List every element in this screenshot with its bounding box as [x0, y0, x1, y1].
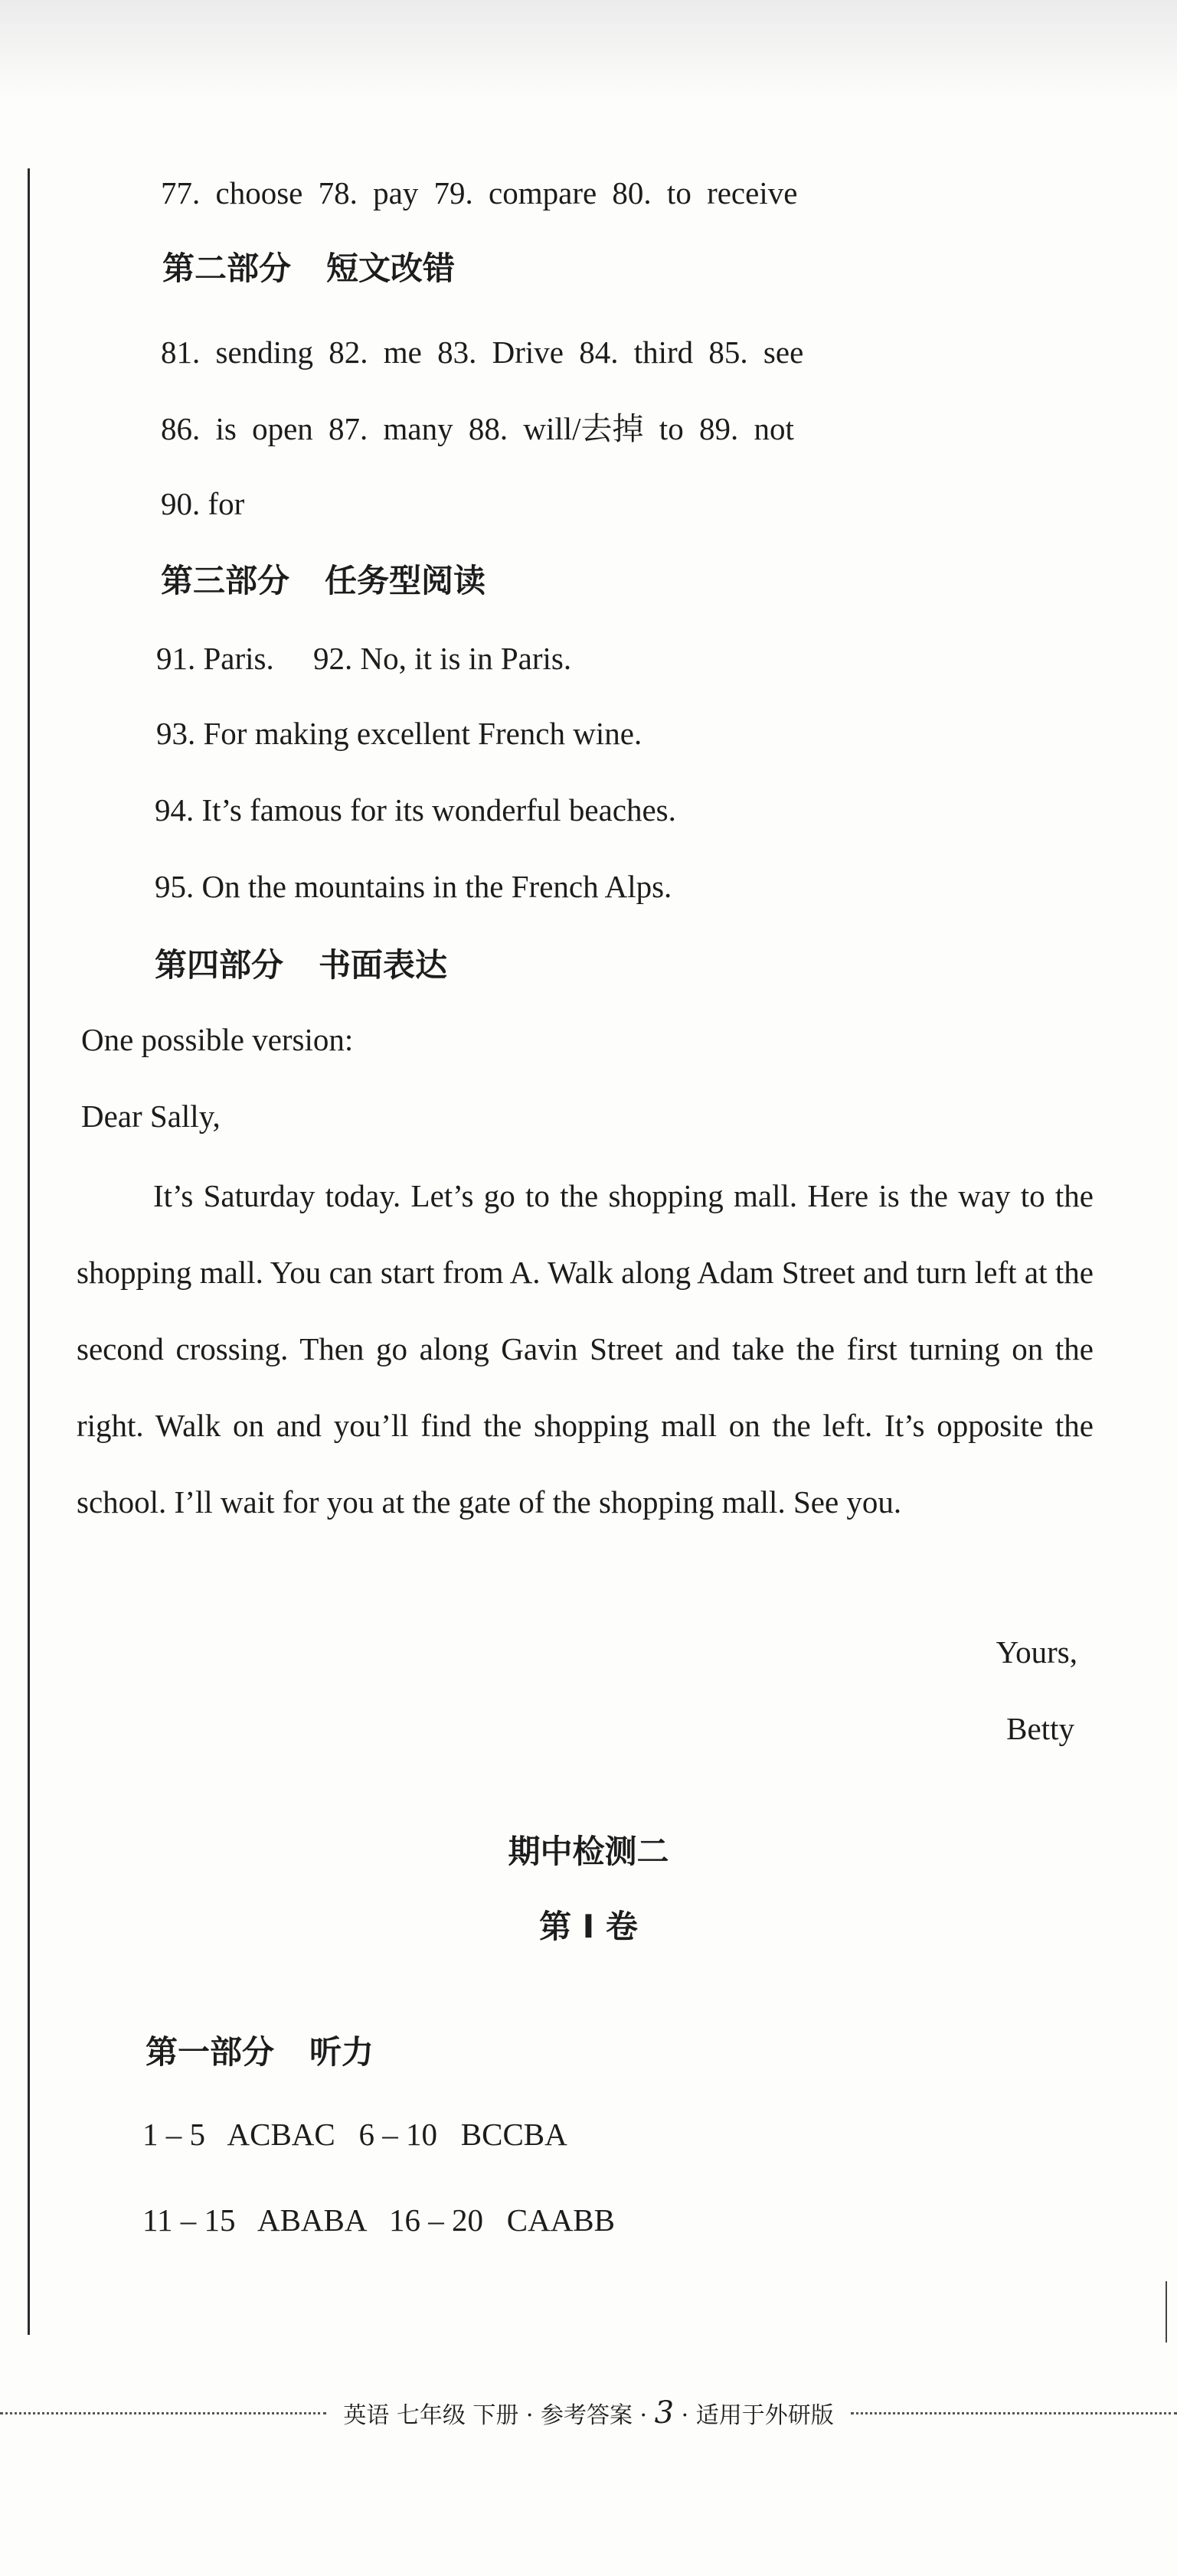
part3-heading-title: 任务型阅读 [325, 562, 486, 599]
part1-heading-title: 听力 [309, 2033, 374, 2071]
essay-signature: Betty [1006, 1711, 1074, 1746]
part4-heading-label: 第四部分 [155, 946, 284, 984]
answer-row-94: 94. It’s famous for its wonderful beaches. [155, 792, 676, 828]
footer-rule-left [0, 2412, 326, 2414]
part3-heading [161, 562, 486, 599]
page-number: 3 [654, 2395, 675, 2431]
scan-shadow [0, 0, 1177, 100]
part4-heading [155, 946, 448, 984]
essay-closing: Yours, [996, 1634, 1077, 1670]
part2-heading-label: 第二部分 [162, 250, 292, 287]
footer-left-text: 英语 七年级 下册 · 参考答案 · [343, 2402, 648, 2429]
footer-rule-right [851, 2412, 1177, 2414]
answer-row-77-80: 77. choose 78. pay 79. compare 80. to receive [161, 175, 798, 211]
part1-heading [145, 2033, 374, 2071]
essay-intro: One possible version: [81, 1022, 354, 1057]
answer-row-81-85: 81. sending 82. me 83. Drive 84. third 85. see [161, 335, 804, 370]
footer-right-text: · 适用于外研版 [681, 2402, 834, 2429]
part2-heading-title: 短文改错 [326, 250, 456, 287]
left-margin-rule [28, 168, 30, 2335]
part3-heading-label: 第三部分 [161, 562, 290, 599]
footer-text [326, 2395, 850, 2431]
essay-body: It’s Saturday today. Let’s go to the shopping mall. Here is the way to the shopping mall. You can start from A. Walk along Adam Street and turn left at the second crossing. Then go along Gavin Street and take the first turning on the right. Walk on and you’ll find the shopping mall on the left. It’s opposite the school. I’ll wait for you at the gate of the shopping mall. See you. [77, 1178, 1094, 1520]
volume-title: 第 I 卷 [539, 1908, 638, 1945]
listening-row-1-10: 1 – 5 ACBAC 6 – 10 BCCBA [142, 2117, 567, 2152]
page-footer [0, 2395, 1177, 2431]
answer-row-90: 90. for [161, 486, 245, 521]
answer-row-93: 93. For making excellent French wine. [156, 716, 642, 751]
listening-row-11-20: 11 – 15 ABABA 16 – 20 CAABB [142, 2202, 615, 2238]
essay-greeting: Dear Sally, [81, 1099, 221, 1134]
part2-heading [162, 250, 456, 287]
answer-row-91-92: 91. Paris. 92. No, it is in Paris. [156, 641, 572, 676]
part1-heading-label: 第一部分 [145, 2033, 275, 2071]
section-title: 期中检测二 [508, 1833, 669, 1870]
part4-heading-title: 书面表达 [319, 946, 448, 984]
answer-row-86-89: 86. is open 87. many 88. will/去掉 to 89. not [161, 411, 794, 446]
answer-row-95: 95. On the mountains in the French Alps. [155, 869, 672, 904]
right-margin-rule [1166, 2281, 1167, 2343]
